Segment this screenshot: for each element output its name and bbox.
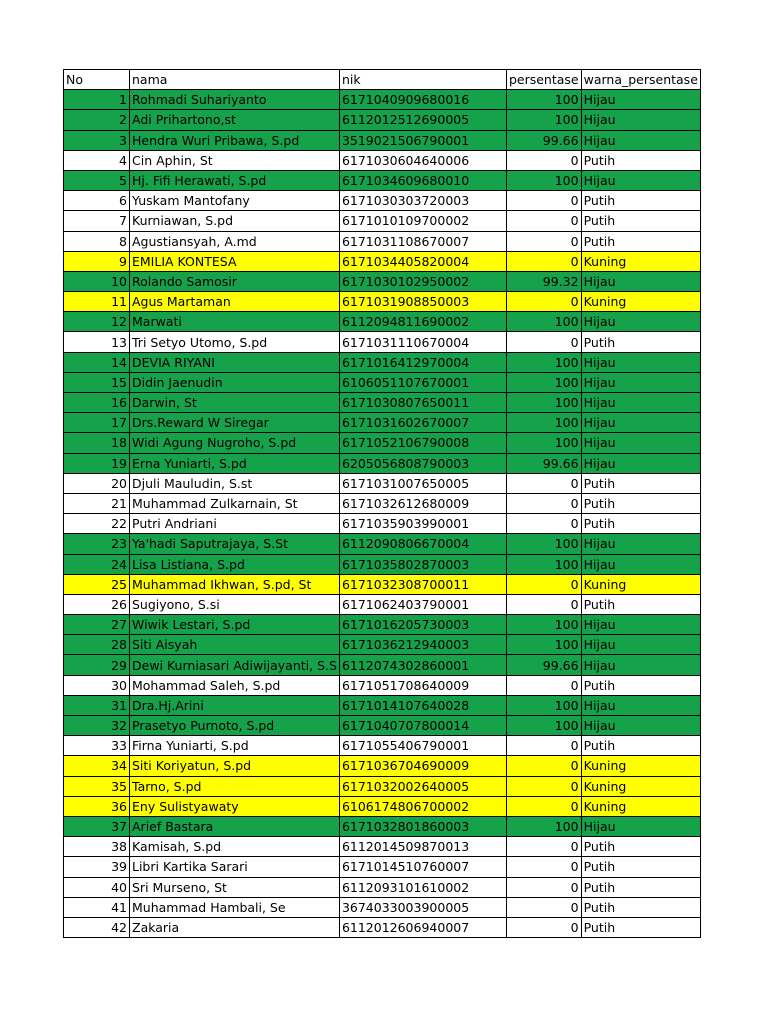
cell-warna-persentase[interactable]: Putih [581, 514, 700, 534]
cell-nama[interactable]: Kamisah, S.pd [130, 837, 340, 857]
cell-warna-persentase[interactable]: Hijau [581, 352, 700, 372]
table-row [64, 554, 701, 574]
cell-nama[interactable]: Muhammad Zulkarnain, St [130, 493, 340, 513]
cell-warna-persentase[interactable]: Putih [581, 150, 700, 170]
cell-warna-persentase[interactable]: Hijau [581, 635, 700, 655]
cell-nama[interactable]: Sugiyono, S.si [130, 594, 340, 614]
table-row [64, 675, 701, 695]
cell-no[interactable]: 20 [64, 473, 130, 493]
cell-nama[interactable]: Prasetyo Purnoto, S.pd [130, 716, 340, 736]
table-body [64, 90, 701, 938]
spreadsheet-table [63, 69, 701, 938]
cell-warna-persentase[interactable]: Putih [581, 493, 700, 513]
table-row [64, 695, 701, 715]
cell-nama[interactable]: Putri Andriani [130, 514, 340, 534]
cell-nik[interactable]: 6205056808790003 [339, 453, 506, 473]
cell-no[interactable]: 24 [64, 554, 130, 574]
cell-warna-persentase[interactable]: Hijau [581, 170, 700, 190]
cell-persentase[interactable]: 0 [506, 594, 581, 614]
table-row [64, 110, 701, 130]
cell-nama[interactable]: Yuskam Mantofany [130, 191, 340, 211]
cell-nik[interactable]: 6171031110670004 [339, 332, 506, 352]
cell-nik[interactable]: 6171032612680009 [339, 493, 506, 513]
table-row [64, 170, 701, 190]
cell-no[interactable]: 13 [64, 332, 130, 352]
cell-no[interactable]: 42 [64, 917, 130, 937]
cell-nik[interactable]: 6171031007650005 [339, 473, 506, 493]
cell-no[interactable]: 9 [64, 251, 130, 271]
cell-nama[interactable]: Mohammad Saleh, S.pd [130, 675, 340, 695]
cell-warna-persentase[interactable]: Hijau [581, 271, 700, 291]
cell-persentase[interactable]: 100 [506, 695, 581, 715]
cell-warna-persentase[interactable]: Putih [581, 897, 700, 917]
cell-warna-persentase[interactable]: Hijau [581, 534, 700, 554]
cell-nik[interactable]: 6171052106790008 [339, 433, 506, 453]
cell-persentase[interactable]: 99.66 [506, 130, 581, 150]
cell-nama[interactable]: EMILIA KONTESA [130, 251, 340, 271]
cell-no[interactable]: 16 [64, 393, 130, 413]
header-nik[interactable]: nik [339, 70, 506, 90]
cell-nama[interactable]: Marwati [130, 312, 340, 332]
cell-persentase[interactable]: 0 [506, 736, 581, 756]
cell-nik[interactable]: 6171040707800014 [339, 716, 506, 736]
table-row [64, 150, 701, 170]
cell-persentase[interactable]: 100 [506, 433, 581, 453]
cell-nik[interactable]: 6112014509870013 [339, 837, 506, 857]
header-row [64, 70, 701, 90]
cell-warna-persentase[interactable]: Hijau [581, 130, 700, 150]
cell-no[interactable]: 15 [64, 372, 130, 392]
table-row [64, 594, 701, 614]
cell-persentase[interactable]: 100 [506, 372, 581, 392]
cell-warna-persentase[interactable]: Putih [581, 675, 700, 695]
cell-nik[interactable]: 6171035802870003 [339, 554, 506, 574]
cell-nama[interactable]: Rolando Samosir [130, 271, 340, 291]
cell-persentase[interactable]: 0 [506, 251, 581, 271]
cell-nama[interactable]: Agus Martaman [130, 292, 340, 312]
cell-persentase[interactable]: 100 [506, 716, 581, 736]
cell-no[interactable]: 30 [64, 675, 130, 695]
cell-warna-persentase[interactable]: Hijau [581, 453, 700, 473]
cell-persentase[interactable]: 0 [506, 857, 581, 877]
cell-no[interactable]: 27 [64, 615, 130, 635]
cell-nama[interactable]: Muhammad Ikhwan, S.pd, St [130, 574, 340, 594]
table-row [64, 635, 701, 655]
cell-nama[interactable]: Erna Yuniarti, S.pd [130, 453, 340, 473]
cell-persentase[interactable]: 0 [506, 332, 581, 352]
cell-nik[interactable]: 6171030303720003 [339, 191, 506, 211]
cell-persentase[interactable]: 100 [506, 816, 581, 836]
cell-persentase[interactable]: 100 [506, 534, 581, 554]
cell-persentase[interactable]: 0 [506, 191, 581, 211]
cell-nama[interactable]: Ya'hadi Saputrajaya, S.St [130, 534, 340, 554]
cell-nik[interactable]: 6171014510760007 [339, 857, 506, 877]
cell-nik[interactable]: 6112090806670004 [339, 534, 506, 554]
cell-persentase[interactable]: 0 [506, 150, 581, 170]
cell-warna-persentase[interactable]: Hijau [581, 413, 700, 433]
cell-nama[interactable]: Dra.Hj.Arini [130, 695, 340, 715]
cell-nama[interactable]: Didin Jaenudin [130, 372, 340, 392]
table-row [64, 837, 701, 857]
cell-nik[interactable]: 6171040909680016 [339, 90, 506, 110]
cell-nama[interactable]: Zakaria [130, 917, 340, 937]
table-row [64, 90, 701, 110]
cell-no[interactable]: 28 [64, 635, 130, 655]
table-row [64, 534, 701, 554]
cell-nama[interactable]: Rohmadi Suhariyanto [130, 90, 340, 110]
cell-nama[interactable]: Drs.Reward W Siregar [130, 413, 340, 433]
cell-warna-persentase[interactable]: Putih [581, 857, 700, 877]
table-row [64, 857, 701, 877]
cell-warna-persentase[interactable]: Putih [581, 837, 700, 857]
table-row [64, 433, 701, 453]
cell-nik[interactable]: 6171010109700002 [339, 211, 506, 231]
table-row [64, 271, 701, 291]
table-row [64, 897, 701, 917]
cell-no[interactable]: 6 [64, 191, 130, 211]
table-row [64, 776, 701, 796]
cell-warna-persentase[interactable]: Putih [581, 917, 700, 937]
cell-persentase[interactable]: 100 [506, 615, 581, 635]
cell-warna-persentase[interactable]: Kuning [581, 251, 700, 271]
cell-no[interactable]: 5 [64, 170, 130, 190]
cell-nama[interactable]: Libri Kartika Sarari [130, 857, 340, 877]
cell-persentase[interactable]: 100 [506, 110, 581, 130]
cell-nama[interactable]: Kurniawan, S.pd [130, 211, 340, 231]
cell-persentase[interactable]: 0 [506, 675, 581, 695]
cell-no[interactable]: 25 [64, 574, 130, 594]
cell-warna-persentase[interactable]: Hijau [581, 816, 700, 836]
cell-nama[interactable]: Agustiansyah, A.md [130, 231, 340, 251]
cell-nik[interactable]: 6171030102950002 [339, 271, 506, 291]
cell-nik[interactable]: 6171032308700011 [339, 574, 506, 594]
cell-nama[interactable]: Lisa Listiana, S.pd [130, 554, 340, 574]
cell-persentase[interactable]: 0 [506, 231, 581, 251]
cell-nik[interactable]: 6171016412970004 [339, 352, 506, 372]
cell-no[interactable]: 10 [64, 271, 130, 291]
cell-warna-persentase[interactable]: Hijau [581, 695, 700, 715]
cell-nama[interactable]: Widi Agung Nugroho, S.pd [130, 433, 340, 453]
cell-warna-persentase[interactable]: Hijau [581, 655, 700, 675]
cell-nama[interactable]: Siti Koriyatun, S.pd [130, 756, 340, 776]
cell-nik[interactable]: 6171034405820004 [339, 251, 506, 271]
cell-nama[interactable]: Eny Sulistyawaty [130, 796, 340, 816]
cell-warna-persentase[interactable]: Hijau [581, 90, 700, 110]
cell-nama[interactable]: Dewi Kurniasari Adiwijayanti, S.S [130, 655, 340, 675]
cell-persentase[interactable]: 0 [506, 493, 581, 513]
cell-no[interactable]: 26 [64, 594, 130, 614]
cell-nama[interactable]: Firna Yuniarti, S.pd [130, 736, 340, 756]
cell-warna-persentase[interactable]: Putih [581, 191, 700, 211]
cell-nama[interactable]: Muhammad Hambali, Se [130, 897, 340, 917]
cell-warna-persentase[interactable]: Putih [581, 877, 700, 897]
cell-persentase[interactable]: 0 [506, 776, 581, 796]
cell-nik[interactable]: 6112012512690005 [339, 110, 506, 130]
cell-persentase[interactable]: 0 [506, 837, 581, 857]
table-row [64, 574, 701, 594]
cell-persentase[interactable]: 0 [506, 796, 581, 816]
cell-no[interactable]: 33 [64, 736, 130, 756]
cell-nama[interactable]: Wiwik Lestari, S.pd [130, 615, 340, 635]
table-row [64, 231, 701, 251]
table-row [64, 332, 701, 352]
cell-nama[interactable]: Darwin, St [130, 393, 340, 413]
cell-warna-persentase[interactable]: Putih [581, 231, 700, 251]
cell-nik[interactable]: 6171035903990001 [339, 514, 506, 534]
cell-no[interactable]: 14 [64, 352, 130, 372]
table-row [64, 473, 701, 493]
cell-nik[interactable]: 6112094811690002 [339, 312, 506, 332]
cell-no[interactable]: 31 [64, 695, 130, 715]
cell-no[interactable]: 2 [64, 110, 130, 130]
cell-no[interactable]: 7 [64, 211, 130, 231]
cell-warna-persentase[interactable]: Hijau [581, 372, 700, 392]
cell-persentase[interactable]: 0 [506, 473, 581, 493]
table-row [64, 251, 701, 271]
cell-persentase[interactable]: 99.32 [506, 271, 581, 291]
cell-no[interactable]: 34 [64, 756, 130, 776]
cell-warna-persentase[interactable]: Kuning [581, 574, 700, 594]
cell-warna-persentase[interactable]: Putih [581, 211, 700, 231]
header-persentase[interactable]: persentase [506, 70, 581, 90]
cell-nik[interactable]: 6171034609680010 [339, 170, 506, 190]
table-row [64, 292, 701, 312]
cell-persentase[interactable]: 100 [506, 413, 581, 433]
cell-no[interactable]: 23 [64, 534, 130, 554]
cell-warna-persentase[interactable]: Hijau [581, 554, 700, 574]
cell-no[interactable]: 36 [64, 796, 130, 816]
cell-nik[interactable]: 6112093101610002 [339, 877, 506, 897]
header-warna-persentase[interactable]: warna_persentase [581, 70, 700, 90]
cell-nama[interactable]: Tarno, S.pd [130, 776, 340, 796]
cell-nik[interactable]: 3674033003900005 [339, 897, 506, 917]
cell-nik[interactable]: 3519021506790001 [339, 130, 506, 150]
cell-no[interactable]: 21 [64, 493, 130, 513]
cell-warna-persentase[interactable]: Putih [581, 594, 700, 614]
cell-nama[interactable]: Hj. Fifi Herawati, S.pd [130, 170, 340, 190]
cell-persentase[interactable]: 100 [506, 352, 581, 372]
cell-no[interactable]: 18 [64, 433, 130, 453]
cell-nik[interactable]: 6112074302860001 [339, 655, 506, 675]
cell-warna-persentase[interactable]: Hijau [581, 716, 700, 736]
cell-no[interactable]: 1 [64, 90, 130, 110]
cell-warna-persentase[interactable]: Hijau [581, 433, 700, 453]
cell-no[interactable]: 19 [64, 453, 130, 473]
cell-persentase[interactable]: 0 [506, 292, 581, 312]
header-nama[interactable]: nama [130, 70, 340, 90]
cell-nik[interactable]: 6171051708640009 [339, 675, 506, 695]
cell-no[interactable]: 40 [64, 877, 130, 897]
cell-no[interactable]: 38 [64, 837, 130, 857]
cell-persentase[interactable]: 100 [506, 312, 581, 332]
cell-persentase[interactable]: 100 [506, 393, 581, 413]
cell-nik[interactable]: 6171030807650011 [339, 393, 506, 413]
cell-warna-persentase[interactable]: Hijau [581, 110, 700, 130]
cell-persentase[interactable]: 0 [506, 756, 581, 776]
cell-no[interactable]: 11 [64, 292, 130, 312]
cell-no[interactable]: 3 [64, 130, 130, 150]
cell-nik[interactable]: 6171036212940003 [339, 635, 506, 655]
cell-persentase[interactable]: 100 [506, 90, 581, 110]
cell-nama[interactable]: Tri Setyo Utomo, S.pd [130, 332, 340, 352]
cell-persentase[interactable]: 0 [506, 877, 581, 897]
table-row [64, 796, 701, 816]
cell-persentase[interactable]: 0 [506, 574, 581, 594]
cell-no[interactable]: 17 [64, 413, 130, 433]
table-row [64, 352, 701, 372]
cell-persentase[interactable]: 99.66 [506, 453, 581, 473]
cell-warna-persentase[interactable]: Putih [581, 736, 700, 756]
cell-warna-persentase[interactable]: Putih [581, 332, 700, 352]
cell-persentase[interactable]: 100 [506, 554, 581, 574]
table-row [64, 191, 701, 211]
cell-nik[interactable]: 6171032002640005 [339, 776, 506, 796]
cell-nik[interactable]: 6171016205730003 [339, 615, 506, 635]
cell-nik[interactable]: 6112012606940007 [339, 917, 506, 937]
cell-no[interactable]: 22 [64, 514, 130, 534]
cell-persentase[interactable]: 0 [506, 211, 581, 231]
table-row [64, 130, 701, 150]
cell-no[interactable]: 41 [64, 897, 130, 917]
cell-persentase[interactable]: 0 [506, 514, 581, 534]
cell-persentase[interactable]: 0 [506, 917, 581, 937]
cell-no[interactable]: 37 [64, 816, 130, 836]
cell-nama[interactable]: Cin Aphin, St [130, 150, 340, 170]
cell-no[interactable]: 32 [64, 716, 130, 736]
cell-no[interactable]: 4 [64, 150, 130, 170]
cell-nama[interactable]: DEVIA RIYANI [130, 352, 340, 372]
cell-nik[interactable]: 6106051107670001 [339, 372, 506, 392]
cell-persentase[interactable]: 100 [506, 635, 581, 655]
cell-persentase[interactable]: 99.66 [506, 655, 581, 675]
cell-no[interactable]: 29 [64, 655, 130, 675]
cell-warna-persentase[interactable]: Kuning [581, 756, 700, 776]
table-row [64, 453, 701, 473]
cell-warna-persentase[interactable]: Kuning [581, 292, 700, 312]
cell-no[interactable]: 39 [64, 857, 130, 877]
table-row [64, 716, 701, 736]
table-row [64, 211, 701, 231]
cell-nik[interactable]: 6171062403790001 [339, 594, 506, 614]
cell-nik[interactable]: 6171031108670007 [339, 231, 506, 251]
cell-warna-persentase[interactable]: Kuning [581, 776, 700, 796]
table-row [64, 393, 701, 413]
cell-nama[interactable]: Adi Prihartono,st [130, 110, 340, 130]
cell-nik[interactable]: 6171031602670007 [339, 413, 506, 433]
cell-nik[interactable]: 6106174806700002 [339, 796, 506, 816]
cell-nik[interactable]: 6171032801860003 [339, 816, 506, 836]
table-row [64, 312, 701, 332]
table-row [64, 816, 701, 836]
table-row [64, 514, 701, 534]
cell-nama[interactable]: Arief Bastara [130, 816, 340, 836]
table-row [64, 655, 701, 675]
table-row [64, 372, 701, 392]
cell-no[interactable]: 12 [64, 312, 130, 332]
header-no[interactable]: No [64, 70, 130, 90]
cell-nama[interactable]: Sri Murseno, St [130, 877, 340, 897]
cell-warna-persentase[interactable]: Hijau [581, 615, 700, 635]
cell-warna-persentase[interactable]: Kuning [581, 796, 700, 816]
table-row [64, 736, 701, 756]
table-row [64, 756, 701, 776]
cell-persentase[interactable]: 100 [506, 170, 581, 190]
cell-persentase[interactable]: 0 [506, 897, 581, 917]
table-row [64, 917, 701, 937]
cell-nama[interactable]: Djuli Mauludin, S.st [130, 473, 340, 493]
cell-nik[interactable]: 6171031908850003 [339, 292, 506, 312]
cell-warna-persentase[interactable]: Hijau [581, 393, 700, 413]
cell-warna-persentase[interactable]: Hijau [581, 312, 700, 332]
table-row [64, 493, 701, 513]
cell-nik[interactable]: 6171036704690009 [339, 756, 506, 776]
table-row [64, 413, 701, 433]
cell-nik[interactable]: 6171055406790001 [339, 736, 506, 756]
table-row [64, 615, 701, 635]
cell-nama[interactable]: Hendra Wuri Pribawa, S.pd [130, 130, 340, 150]
cell-no[interactable]: 35 [64, 776, 130, 796]
cell-no[interactable]: 8 [64, 231, 130, 251]
cell-nik[interactable]: 6171030604640006 [339, 150, 506, 170]
cell-nik[interactable]: 6171014107640028 [339, 695, 506, 715]
cell-warna-persentase[interactable]: Putih [581, 473, 700, 493]
table-row [64, 877, 701, 897]
cell-nama[interactable]: Siti Aisyah [130, 635, 340, 655]
